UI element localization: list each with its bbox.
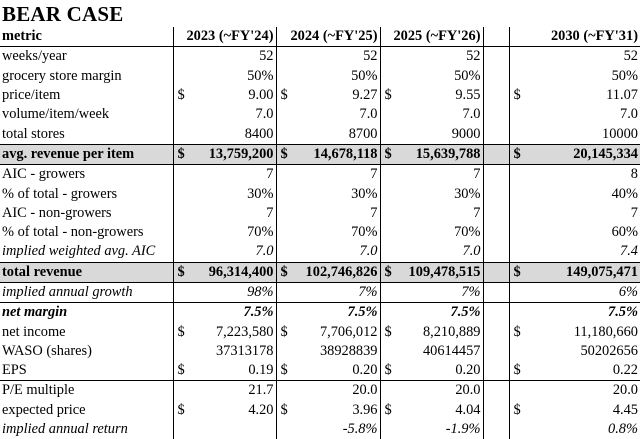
sheet-title: BEAR CASE bbox=[2, 2, 124, 26]
value-cell: 60% bbox=[611, 224, 638, 241]
currency-cell: $ bbox=[276, 361, 294, 381]
value-cell: 3.96 bbox=[352, 401, 378, 418]
currency-cell bbox=[380, 223, 398, 242]
value-cell: 109,478,515 bbox=[398, 262, 483, 282]
currency-cell bbox=[380, 105, 398, 124]
currency-cell bbox=[173, 242, 191, 262]
column-spacer bbox=[483, 381, 509, 401]
value-cell: 7.5% bbox=[527, 303, 640, 323]
value-cell: 98% bbox=[247, 284, 274, 300]
currency-cell: $ bbox=[380, 401, 398, 420]
value-cell: 70% bbox=[454, 224, 481, 241]
currency-cell bbox=[173, 381, 191, 401]
column-spacer bbox=[483, 242, 509, 262]
currency-cell bbox=[380, 381, 398, 401]
currency-cell bbox=[173, 342, 191, 361]
table-row bbox=[0, 361, 640, 381]
row-label: % of total - non-growers bbox=[2, 224, 144, 241]
row-label: WASO (shares) bbox=[2, 342, 92, 359]
table-row bbox=[0, 303, 640, 323]
table-row bbox=[0, 420, 640, 439]
column-spacer bbox=[483, 361, 509, 381]
currency-cell bbox=[380, 165, 398, 185]
value-cell: 70% bbox=[247, 224, 274, 241]
header-year-2024: 2024 (~FY'25) bbox=[276, 27, 380, 47]
currency-cell bbox=[276, 165, 294, 185]
value-cell: 0.19 bbox=[191, 361, 276, 381]
value-cell: 7.0 bbox=[255, 106, 274, 123]
row-label: total revenue bbox=[0, 262, 173, 282]
currency-cell bbox=[276, 204, 294, 223]
value-cell: 4.45 bbox=[612, 401, 638, 418]
value-cell: 9000 bbox=[451, 125, 481, 142]
column-spacer bbox=[483, 223, 509, 242]
row-label: implied weighted avg. AIC bbox=[2, 243, 156, 260]
currency-cell bbox=[509, 124, 527, 144]
currency-cell bbox=[509, 165, 527, 185]
table-row bbox=[0, 184, 640, 203]
currency-cell: $ bbox=[380, 86, 398, 105]
header-metric: metric bbox=[0, 27, 173, 47]
currency-cell bbox=[380, 342, 398, 361]
column-spacer bbox=[483, 86, 509, 105]
value-cell: 7.0 bbox=[462, 106, 481, 123]
value-cell: 70% bbox=[351, 224, 378, 241]
currency-cell: $ bbox=[173, 144, 191, 164]
bear-case-table bbox=[0, 27, 640, 439]
currency-cell bbox=[509, 420, 527, 439]
value-cell: 21.7 bbox=[248, 382, 274, 399]
currency-cell bbox=[380, 67, 398, 86]
value-cell: 50% bbox=[611, 67, 638, 84]
value-cell: 7.0 bbox=[359, 106, 378, 123]
currency-cell bbox=[173, 165, 191, 185]
currency-cell: $ bbox=[173, 401, 191, 420]
value-cell: 7% bbox=[461, 284, 481, 300]
currency-cell: $ bbox=[173, 322, 191, 341]
value-cell: 96,314,400 bbox=[191, 262, 276, 282]
currency-cell bbox=[173, 204, 191, 223]
currency-cell bbox=[509, 67, 527, 86]
table-row bbox=[0, 144, 640, 164]
column-spacer bbox=[483, 262, 509, 282]
currency-cell: $ bbox=[276, 86, 294, 105]
row-label: implied annual return bbox=[2, 421, 128, 438]
currency-cell bbox=[509, 223, 527, 242]
value-cell: 20,145,334 bbox=[527, 144, 640, 164]
value-cell: 8 bbox=[630, 166, 638, 183]
currency-cell bbox=[380, 303, 398, 323]
currency-cell bbox=[276, 342, 294, 361]
table-row bbox=[0, 165, 640, 185]
value-cell: 102,746,826 bbox=[294, 262, 380, 282]
currency-cell bbox=[509, 184, 527, 203]
currency-cell bbox=[276, 381, 294, 401]
value-cell: 7.0 bbox=[255, 243, 274, 260]
table-body bbox=[0, 27, 640, 439]
column-spacer bbox=[483, 204, 509, 223]
value-cell: 7,706,012 bbox=[319, 323, 378, 340]
currency-cell: $ bbox=[276, 401, 294, 420]
value-cell: 30% bbox=[247, 185, 274, 202]
column-spacer bbox=[483, 105, 509, 124]
value-cell: 0.8% bbox=[608, 421, 638, 438]
currency-cell bbox=[276, 420, 294, 439]
header-year-2025: 2025 (~FY'26) bbox=[380, 27, 483, 47]
column-spacer bbox=[483, 47, 509, 67]
value-cell: -5.8% bbox=[342, 421, 378, 438]
value-cell: 15,639,788 bbox=[398, 144, 483, 164]
currency-cell: $ bbox=[276, 322, 294, 341]
currency-cell bbox=[380, 184, 398, 203]
value-cell: 38928839 bbox=[319, 342, 378, 359]
row-label: % of total - growers bbox=[2, 185, 118, 202]
column-spacer bbox=[483, 322, 509, 341]
table-row bbox=[0, 67, 640, 86]
value-cell: 7.0 bbox=[462, 243, 481, 260]
currency-cell bbox=[509, 381, 527, 401]
currency-cell bbox=[276, 223, 294, 242]
value-cell: 37313178 bbox=[215, 342, 274, 359]
column-spacer bbox=[483, 165, 509, 185]
table-row bbox=[0, 401, 640, 420]
value-cell: 8700 bbox=[348, 125, 378, 142]
currency-cell bbox=[276, 303, 294, 323]
header-row bbox=[0, 27, 640, 47]
value-cell: 7 bbox=[473, 204, 481, 221]
row-label: avg. revenue per item bbox=[0, 144, 173, 164]
value-cell: 9.55 bbox=[455, 87, 481, 104]
currency-cell bbox=[380, 420, 398, 439]
value-cell: 6% bbox=[618, 284, 638, 300]
column-spacer bbox=[483, 282, 509, 302]
value-cell: 50% bbox=[454, 67, 481, 84]
currency-cell bbox=[173, 303, 191, 323]
value-cell: 7.5% bbox=[398, 303, 483, 323]
value-cell: 9.00 bbox=[248, 87, 274, 104]
row-label: price/item bbox=[2, 87, 61, 104]
value-cell: 7 bbox=[370, 166, 378, 183]
row-label: EPS bbox=[0, 361, 173, 381]
currency-cell: $ bbox=[509, 144, 527, 164]
value-cell: 7.5% bbox=[191, 303, 276, 323]
value-cell: 50% bbox=[351, 67, 378, 84]
value-cell: 7 bbox=[630, 204, 638, 221]
value-cell: 7 bbox=[473, 166, 481, 183]
row-label: net income bbox=[2, 323, 66, 340]
table-row bbox=[0, 342, 640, 361]
currency-cell bbox=[380, 124, 398, 144]
currency-cell bbox=[509, 303, 527, 323]
row-label: P/E multiple bbox=[2, 382, 75, 399]
row-label: expected price bbox=[2, 401, 86, 418]
row-label: grocery store margin bbox=[2, 67, 122, 84]
currency-cell: $ bbox=[380, 262, 398, 282]
column-spacer bbox=[483, 401, 509, 420]
currency-cell bbox=[173, 105, 191, 124]
value-cell: 20.0 bbox=[612, 382, 638, 399]
table-row bbox=[0, 242, 640, 262]
value-cell: 4.04 bbox=[455, 401, 481, 418]
value-cell: 7.5% bbox=[294, 303, 380, 323]
table-row bbox=[0, 124, 640, 144]
currency-cell bbox=[509, 47, 527, 67]
value-cell: 20.0 bbox=[352, 382, 378, 399]
currency-cell bbox=[380, 282, 398, 302]
currency-cell bbox=[173, 67, 191, 86]
table-row bbox=[0, 105, 640, 124]
value-cell: 7% bbox=[358, 284, 378, 300]
currency-cell bbox=[173, 184, 191, 203]
row-label: net margin bbox=[0, 303, 173, 323]
value-cell: -1.9% bbox=[445, 421, 481, 438]
currency-cell: $ bbox=[509, 262, 527, 282]
currency-cell bbox=[380, 47, 398, 67]
value-cell: 50% bbox=[247, 67, 274, 84]
currency-cell: $ bbox=[276, 144, 294, 164]
value-cell: 7 bbox=[370, 204, 378, 221]
row-label: total stores bbox=[2, 125, 65, 142]
currency-cell bbox=[509, 242, 527, 262]
currency-cell bbox=[173, 47, 191, 67]
column-spacer bbox=[483, 420, 509, 439]
row-label: weeks/year bbox=[2, 48, 67, 65]
value-cell: 0.20 bbox=[398, 361, 483, 381]
currency-cell bbox=[509, 342, 527, 361]
table-row bbox=[0, 204, 640, 223]
row-label: implied annual growth bbox=[2, 284, 133, 300]
column-spacer bbox=[483, 303, 509, 323]
currency-cell: $ bbox=[513, 323, 521, 340]
column-spacer bbox=[483, 67, 509, 86]
currency-cell bbox=[276, 282, 294, 302]
value-cell: 11,180,660 bbox=[573, 323, 638, 340]
table-row bbox=[0, 47, 640, 67]
value-cell: 7,223,580 bbox=[215, 323, 274, 340]
currency-cell bbox=[276, 67, 294, 86]
currency-cell bbox=[276, 184, 294, 203]
table-row bbox=[0, 322, 640, 341]
currency-cell bbox=[173, 223, 191, 242]
row-label: volume/item/week bbox=[2, 106, 110, 123]
currency-cell: $ bbox=[173, 262, 191, 282]
currency-cell: $ bbox=[513, 401, 521, 418]
value-cell: 8,210,889 bbox=[422, 323, 481, 340]
table-row bbox=[0, 262, 640, 282]
currency-cell bbox=[380, 204, 398, 223]
column-spacer bbox=[483, 342, 509, 361]
value-cell: 8400 bbox=[244, 125, 274, 142]
value-cell: 0.22 bbox=[527, 361, 640, 381]
currency-cell: $ bbox=[173, 86, 191, 105]
value-cell: 30% bbox=[351, 185, 378, 202]
value-cell: 7 bbox=[266, 204, 274, 221]
value-cell: 13,759,200 bbox=[191, 144, 276, 164]
currency-cell: $ bbox=[380, 361, 398, 381]
currency-cell: $ bbox=[380, 144, 398, 164]
currency-cell bbox=[380, 242, 398, 262]
currency-cell bbox=[173, 282, 191, 302]
currency-cell: $ bbox=[509, 361, 527, 381]
value-cell: 4.20 bbox=[248, 401, 274, 418]
value-cell: 50202656 bbox=[580, 342, 638, 359]
value-cell: 30% bbox=[454, 185, 481, 202]
header-spacer bbox=[483, 27, 509, 47]
value-cell: 20.0 bbox=[455, 382, 481, 399]
currency-cell bbox=[276, 124, 294, 144]
value-cell: 7.4 bbox=[620, 243, 638, 260]
currency-cell: $ bbox=[276, 262, 294, 282]
value-cell: 52 bbox=[466, 48, 481, 65]
value-cell bbox=[191, 420, 276, 439]
table-row bbox=[0, 381, 640, 401]
row-label: AIC - growers bbox=[2, 166, 86, 183]
currency-cell bbox=[276, 105, 294, 124]
value-cell: 11.07 bbox=[606, 87, 638, 104]
table-row bbox=[0, 86, 640, 105]
value-cell: 52 bbox=[363, 48, 378, 65]
value-cell: 52 bbox=[623, 48, 638, 65]
value-cell: 9.27 bbox=[352, 87, 378, 104]
currency-cell: $ bbox=[173, 361, 191, 381]
value-cell: 0.20 bbox=[294, 361, 380, 381]
header-year-2030: 2030 (~FY'31) bbox=[509, 27, 640, 47]
column-spacer bbox=[483, 144, 509, 164]
currency-cell: $ bbox=[380, 322, 398, 341]
value-cell: 10000 bbox=[602, 125, 638, 142]
value-cell: 40% bbox=[611, 185, 638, 202]
value-cell: 40614457 bbox=[422, 342, 481, 359]
currency-cell bbox=[173, 124, 191, 144]
value-cell: 7 bbox=[266, 166, 274, 183]
value-cell: 7.0 bbox=[359, 243, 378, 260]
column-spacer bbox=[483, 124, 509, 144]
currency-cell bbox=[173, 420, 191, 439]
currency-cell bbox=[509, 105, 527, 124]
currency-cell bbox=[509, 282, 527, 302]
currency-cell bbox=[276, 242, 294, 262]
row-label: AIC - non-growers bbox=[2, 204, 112, 221]
table-row bbox=[0, 223, 640, 242]
value-cell: 149,075,471 bbox=[527, 262, 640, 282]
currency-cell bbox=[509, 204, 527, 223]
value-cell: 14,678,118 bbox=[294, 144, 380, 164]
value-cell: 7.0 bbox=[620, 106, 638, 123]
currency-cell bbox=[276, 47, 294, 67]
currency-cell: $ bbox=[513, 87, 521, 104]
column-spacer bbox=[483, 184, 509, 203]
value-cell: 52 bbox=[259, 48, 274, 65]
table-row bbox=[0, 282, 640, 302]
header-year-2023: 2023 (~FY'24) bbox=[173, 27, 276, 47]
